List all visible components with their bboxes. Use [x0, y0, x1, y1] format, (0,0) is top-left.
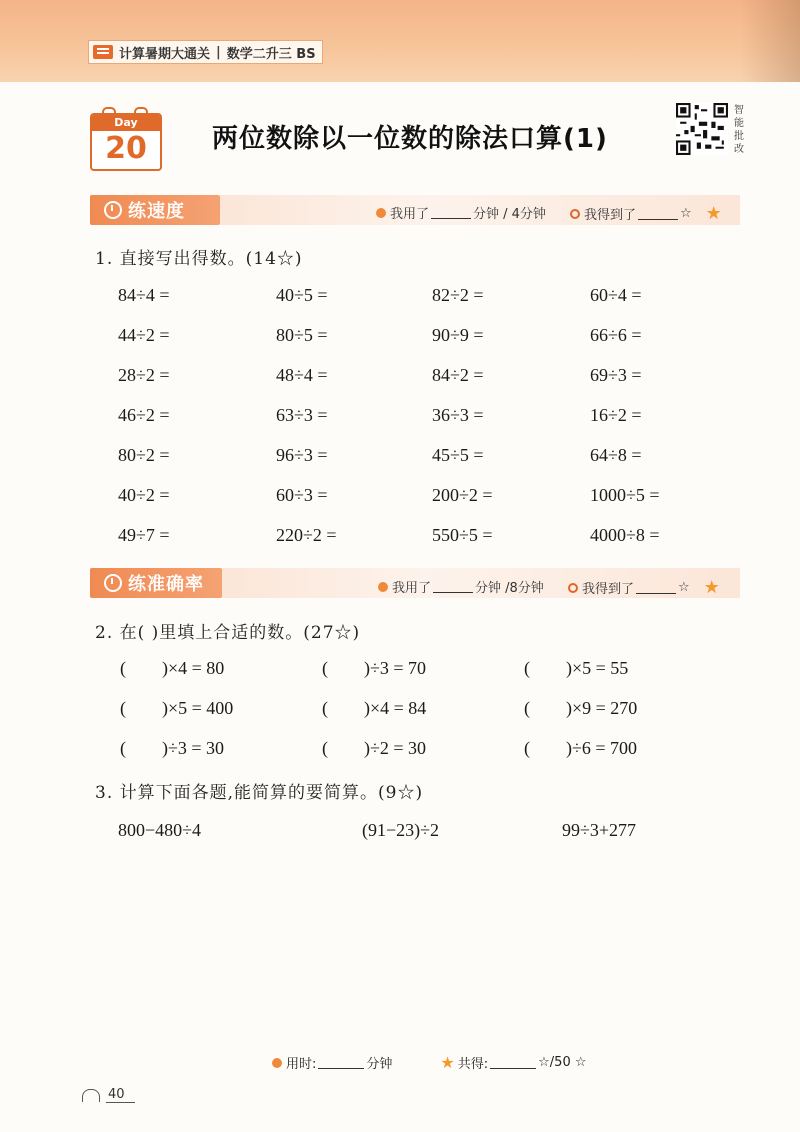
- q3-expression: 800−480÷4: [118, 820, 202, 840]
- q2-fill-blank[interactable]: ( )÷6 = 700: [524, 738, 638, 758]
- accuracy-time-record: 我用了 分钟 /8分钟: [378, 577, 544, 596]
- q1-problem: 96÷3 =: [276, 445, 328, 465]
- sun-icon: [82, 1089, 100, 1102]
- question-1-title: 1. 直接写出得数。(14☆): [95, 249, 303, 269]
- q1-problem: 63÷3 =: [276, 405, 328, 425]
- q2-fill-blank[interactable]: ( )÷2 = 30: [322, 738, 427, 758]
- accuracy-section-label: 练准确率: [128, 574, 204, 595]
- q2-fill-blank[interactable]: ( )×4 = 80: [120, 658, 225, 678]
- q1-problem: 66÷6 =: [590, 325, 642, 345]
- q1-problem: 16÷2 =: [590, 405, 642, 425]
- star-icon: ★: [705, 203, 722, 224]
- q2-fill-blank[interactable]: ( )×5 = 55: [524, 658, 629, 678]
- q1-problem: 28÷2 =: [118, 365, 170, 385]
- subject-label: 数学二升三 BS: [226, 46, 316, 62]
- book-icon: [93, 45, 113, 59]
- time-blank[interactable]: [433, 580, 473, 593]
- star-icon: ★: [703, 577, 720, 598]
- total-score-blank[interactable]: [490, 1056, 536, 1069]
- check-icon: [568, 583, 578, 593]
- q1-problem: 64÷8 =: [590, 445, 642, 465]
- q2-fill-blank[interactable]: ( )×5 = 400: [120, 698, 234, 718]
- q1-problem: 45÷5 =: [432, 445, 484, 465]
- q1-problem: 49÷7 =: [118, 525, 170, 545]
- page-number: 40: [82, 1087, 135, 1103]
- q2-fill-blank[interactable]: ( )×9 = 270: [524, 698, 638, 718]
- q1-problem: 550÷5 =: [432, 525, 493, 545]
- q2-fill-blank[interactable]: ( )÷3 = 70: [322, 658, 427, 678]
- score-blank[interactable]: [636, 581, 676, 594]
- q1-problem: 220÷2 =: [276, 525, 337, 545]
- q1-problem: 36÷3 =: [432, 405, 484, 425]
- q1-problem: 44÷2 =: [118, 325, 170, 345]
- stopwatch-icon: [104, 201, 122, 219]
- q1-problem: 40÷2 =: [118, 485, 170, 505]
- q1-problem: 84÷4 =: [118, 285, 170, 305]
- speed-section-header: [90, 195, 220, 225]
- q2-fill-blank[interactable]: ( )÷3 = 30: [120, 738, 225, 758]
- q1-problem: 200÷2 =: [432, 485, 493, 505]
- q3-expression: 99÷3+277: [562, 820, 637, 840]
- footer-summary: 用时: 分钟 ★ 共得: ☆/50 ☆: [272, 1053, 587, 1072]
- clock-icon: [272, 1058, 282, 1068]
- qr-code-icon: [676, 103, 728, 155]
- check-icon: [570, 209, 580, 219]
- q1-problem: 84÷2 =: [432, 365, 484, 385]
- q1-problem: 60÷3 =: [276, 485, 328, 505]
- total-time-blank[interactable]: [318, 1056, 364, 1069]
- series-title: 计算暑期大通关: [119, 46, 211, 62]
- clock-icon: [378, 582, 388, 592]
- q1-problem: 80÷5 =: [276, 325, 328, 345]
- page-title: 两位数除以一位数的除法口算(1): [212, 124, 608, 154]
- q1-problem: 1000÷5 =: [590, 485, 660, 505]
- time-blank[interactable]: [431, 206, 471, 219]
- speed-score-record: 我得到了 ☆ ★: [570, 203, 722, 224]
- target-icon: [104, 574, 122, 592]
- q3-expression: (91−23)÷2: [362, 820, 440, 840]
- day-badge: [90, 107, 162, 169]
- q1-problem: 80÷2 =: [118, 445, 170, 465]
- q1-problem: 46÷2 =: [118, 405, 170, 425]
- speed-time-record: 我用了 分钟 / 4分钟: [376, 203, 546, 222]
- q1-problem: 90÷9 =: [432, 325, 484, 345]
- book-header-tag: 计算暑期大通关 | 数学二升三 BS: [88, 40, 323, 64]
- question-2-title: 2. 在( )里填上合适的数。(27☆): [95, 623, 361, 643]
- q1-problem: 60÷4 =: [590, 285, 642, 305]
- score-blank[interactable]: [638, 207, 678, 220]
- clock-icon: [376, 208, 386, 218]
- star-icon: ★: [440, 1053, 455, 1072]
- qr-caption: 智能批改: [734, 105, 744, 155]
- accuracy-score-record: 我得到了 ☆ ★: [568, 577, 720, 598]
- accuracy-section-header: [90, 568, 222, 598]
- speed-section-label: 练速度: [128, 201, 185, 222]
- question-3-title: 3. 计算下面各题,能简算的要简算。(9☆): [95, 783, 424, 803]
- q1-problem: 40÷5 =: [276, 285, 328, 305]
- q1-problem: 48÷4 =: [276, 365, 328, 385]
- q1-problem: 4000÷8 =: [590, 525, 660, 545]
- day-label: Day: [92, 115, 160, 131]
- q1-problem: 82÷2 =: [432, 285, 484, 305]
- q2-fill-blank[interactable]: ( )×4 = 84: [322, 698, 427, 718]
- q1-problem: 69÷3 =: [590, 365, 642, 385]
- day-number: 20: [105, 131, 147, 166]
